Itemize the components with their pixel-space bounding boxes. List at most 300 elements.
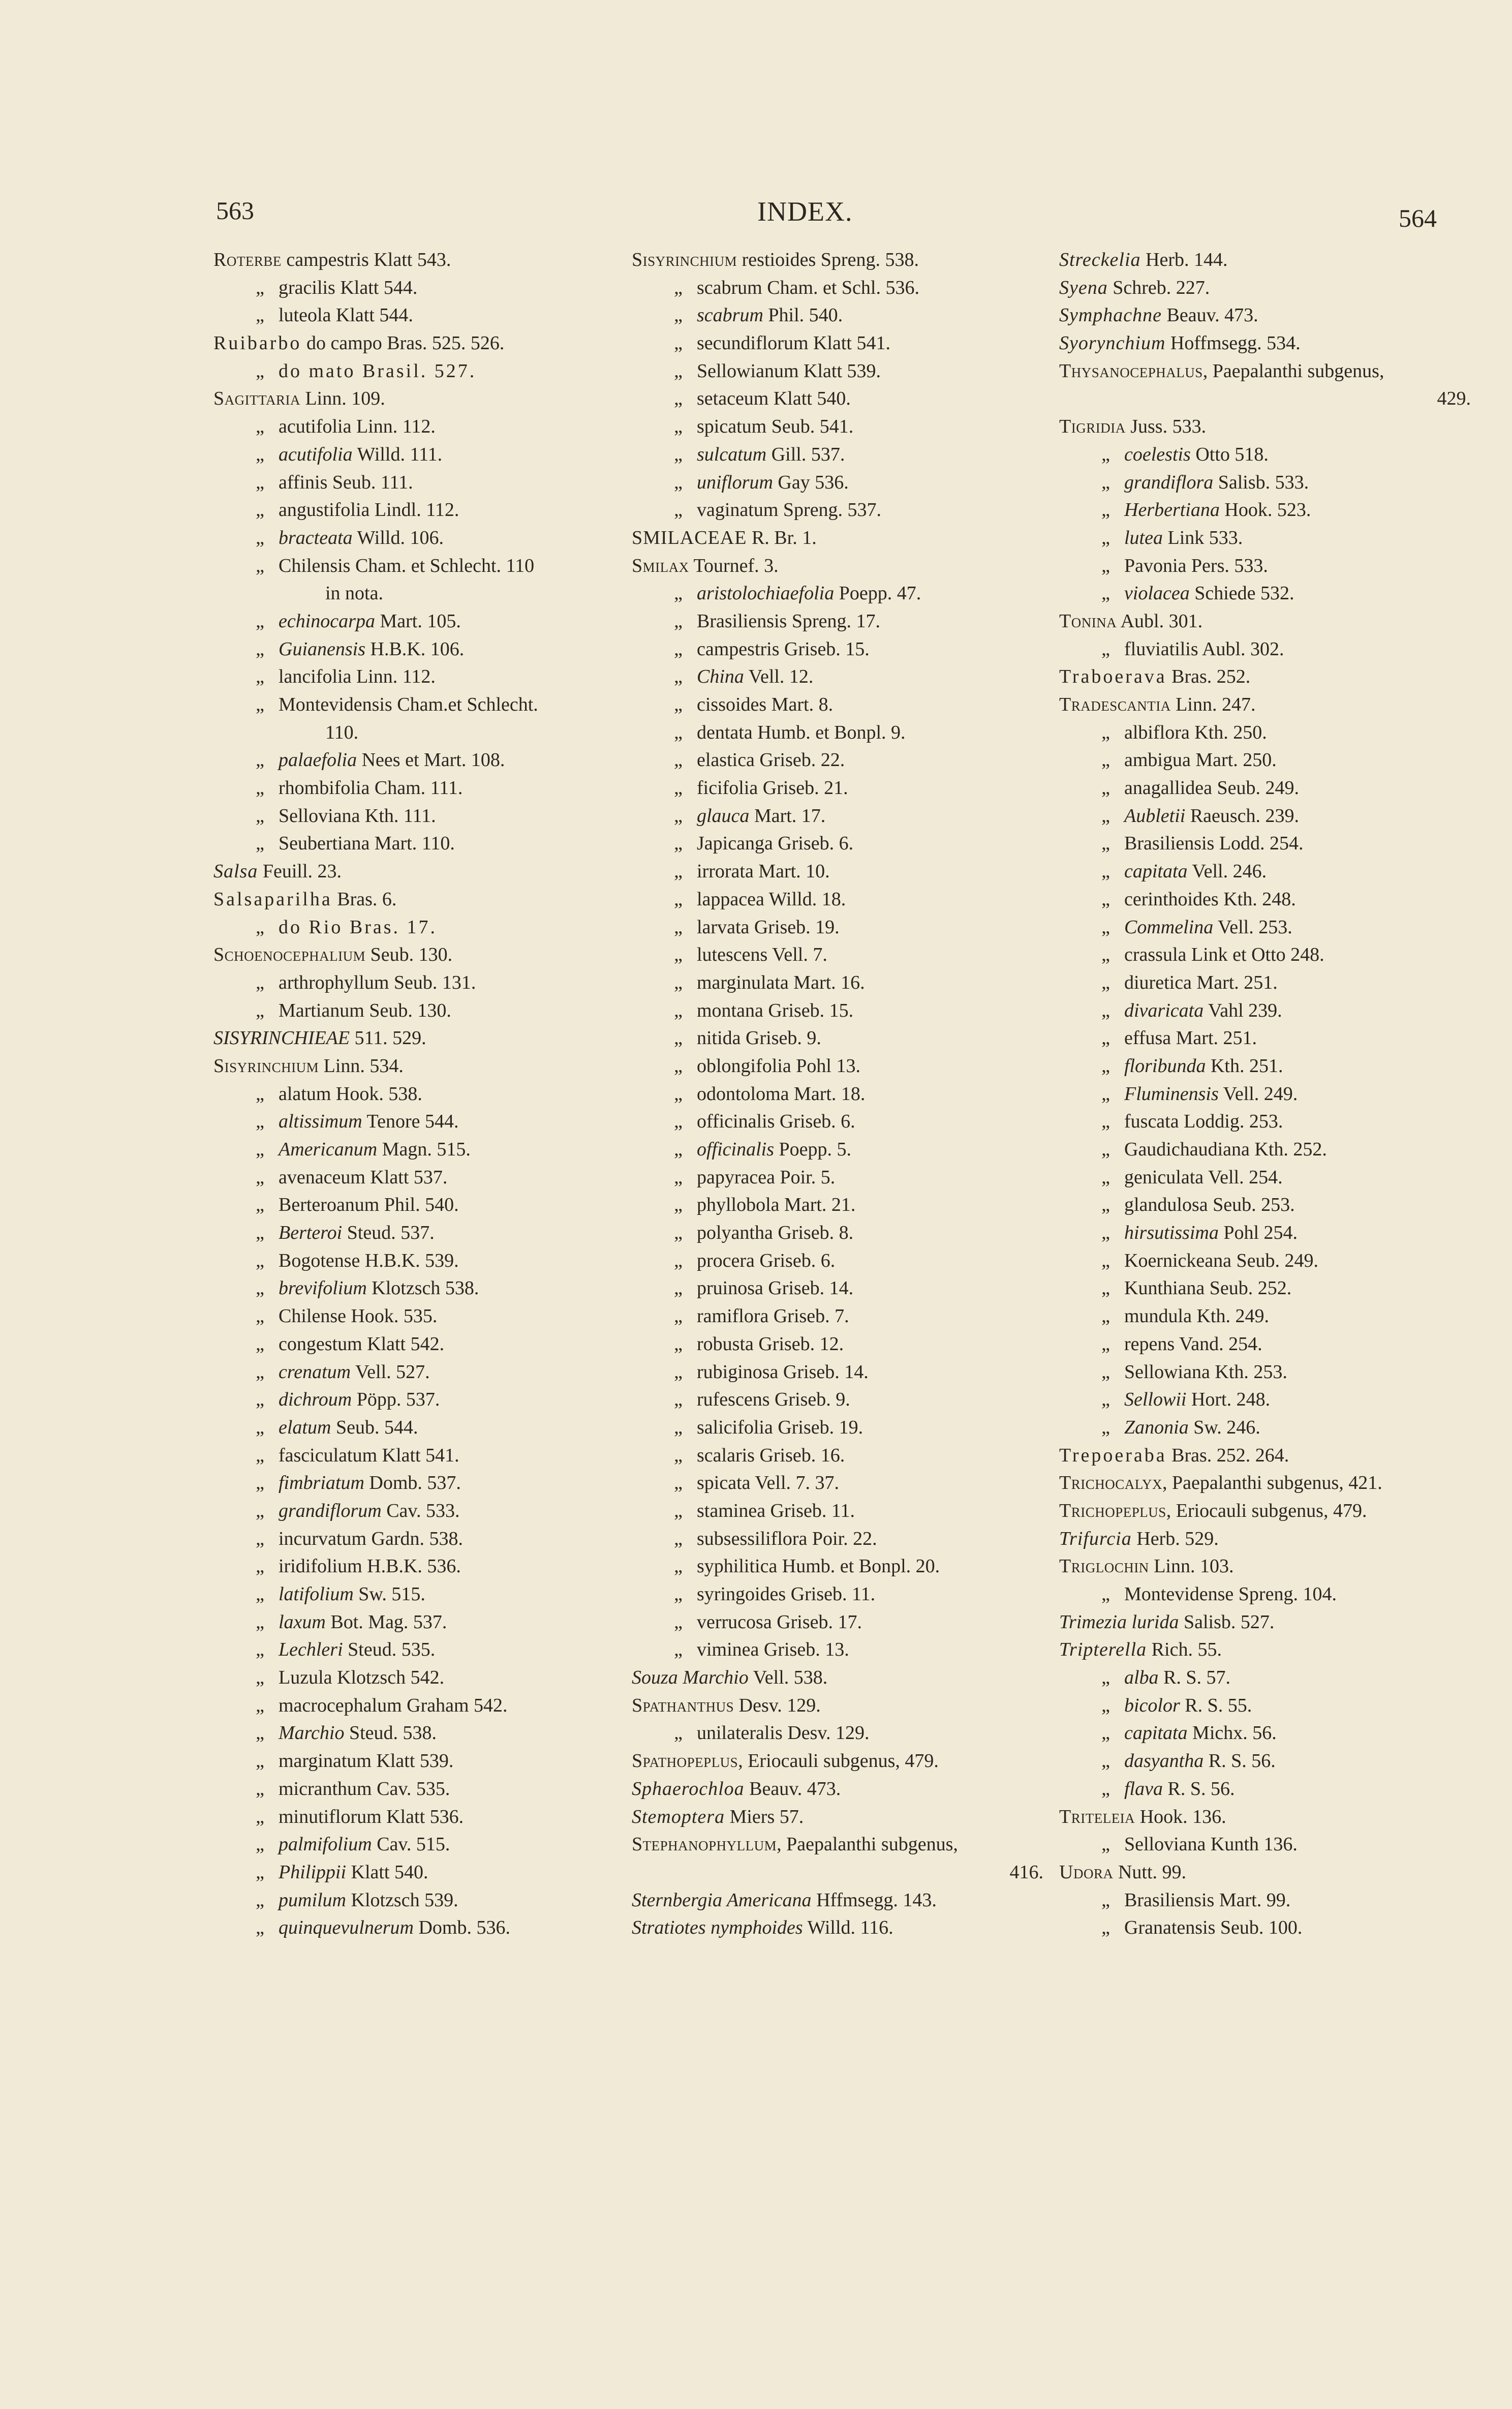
- entry-text: syphilitica Humb. et Bonpl. 20.: [697, 1556, 940, 1577]
- ditto-mark: „: [1101, 1333, 1110, 1355]
- index-entry: [632, 1692, 1054, 1720]
- entry-heading: Sagittaria: [213, 388, 300, 410]
- index-entry: [632, 246, 1054, 274]
- index-entry: [632, 1719, 1054, 1747]
- ditto-mark: „: [256, 1889, 264, 1911]
- entry-text: Chilense Hook. 535.: [279, 1305, 438, 1327]
- ditto-mark: „: [256, 1166, 264, 1188]
- entry-text: officinalis Griseb. 6.: [697, 1111, 855, 1133]
- entry-text: Chilensis Cham. et Schlecht. 110: [279, 555, 535, 576]
- ditto-mark: „: [674, 471, 683, 493]
- index-entry: [1059, 357, 1481, 385]
- entry-text: rubiginosa Griseb. 14.: [697, 1361, 869, 1383]
- entry-italic: capitata: [1124, 1722, 1188, 1744]
- ditto-mark: „: [256, 1806, 264, 1827]
- entry-heading: Spathanthus: [632, 1694, 734, 1716]
- entry-text: repens Vand. 254.: [1124, 1333, 1262, 1355]
- entry-italic: Philippii: [279, 1861, 346, 1883]
- entry-text: lappacea Willd. 18.: [697, 888, 846, 910]
- ditto-mark: „: [674, 583, 683, 604]
- ditto-mark: „: [674, 499, 683, 521]
- entry-text: Aubl. 301.: [1117, 610, 1203, 632]
- index-entry: [1059, 1386, 1481, 1414]
- ditto-mark: „: [256, 1583, 264, 1605]
- index-entry: [1059, 719, 1481, 747]
- ditto-mark: „: [256, 555, 264, 576]
- index-entry: [1059, 413, 1481, 441]
- index-entry: [632, 441, 1054, 469]
- entry-text: polyantha Griseb. 8.: [697, 1222, 854, 1244]
- index-entry: [1059, 274, 1481, 302]
- entry-italic: altissimum: [279, 1111, 362, 1133]
- entry-text: Gay 536.: [773, 471, 849, 493]
- index-entry: [213, 1330, 635, 1358]
- index-entry: [213, 1803, 635, 1831]
- entry-text: marginatum Klatt 539.: [279, 1750, 454, 1772]
- ditto-mark: „: [674, 694, 683, 715]
- ditto-mark: „: [256, 360, 264, 382]
- entry-text: cissoides Mart. 8.: [697, 694, 834, 715]
- ditto-mark: „: [1101, 1722, 1110, 1744]
- index-entry: [632, 1580, 1054, 1608]
- ditto-mark: „: [674, 749, 683, 771]
- index-entry: [1059, 1608, 1481, 1636]
- ditto-mark: „: [674, 888, 683, 910]
- entry-text: Beauv. 473.: [1162, 304, 1258, 326]
- entry-heading: Udora: [1059, 1861, 1114, 1883]
- entry-continuation: 416.: [1009, 1861, 1043, 1883]
- entry-text: procera Griseb. 6.: [697, 1249, 836, 1271]
- index-entry: [632, 719, 1054, 747]
- index-entry: [213, 1024, 635, 1052]
- index-entry: [213, 1414, 635, 1442]
- ditto-mark: „: [256, 1333, 264, 1355]
- entry-text: Herb. 144.: [1140, 249, 1228, 270]
- index-entry: [632, 1608, 1054, 1636]
- ditto-mark: „: [674, 944, 683, 966]
- index-entry: [1059, 691, 1481, 719]
- entry-heading: Roterbe: [213, 249, 282, 270]
- index-entry: [632, 607, 1054, 635]
- entry-italic: Guianensis: [279, 638, 365, 660]
- index-entry: [213, 580, 635, 607]
- entry-text: syringoides Griseb. 11.: [697, 1583, 876, 1605]
- index-entry: [213, 1469, 635, 1497]
- entry-heading: Salsaparilha: [213, 888, 332, 910]
- ditto-mark: „: [1101, 749, 1110, 771]
- entry-text: diuretica Mart. 251.: [1124, 971, 1278, 993]
- index-entry: [632, 580, 1054, 607]
- entry-text: Bras. 252. 264.: [1166, 1444, 1289, 1466]
- entry-italic: glauca: [697, 805, 750, 827]
- index-entry: [213, 246, 635, 274]
- index-entry: [1059, 1803, 1481, 1831]
- entry-text: acutifolia Linn. 112.: [279, 416, 436, 438]
- entry-text: gracilis Klatt 544.: [279, 277, 418, 298]
- entry-text: R. S. 56.: [1204, 1750, 1276, 1772]
- ditto-mark: „: [674, 1222, 683, 1244]
- entry-text: Beauv. 473.: [744, 1778, 841, 1800]
- entry-text: Montevidensis Cham.et Schlecht.: [279, 694, 538, 715]
- entry-text: Miers 57.: [725, 1806, 804, 1827]
- index-entry: [1059, 329, 1481, 357]
- ditto-mark: „: [1101, 1694, 1110, 1716]
- entry-text: Mart. 17.: [749, 805, 826, 827]
- index-entry: [213, 1080, 635, 1108]
- index-entry: [213, 1914, 635, 1942]
- ditto-mark: „: [674, 1027, 683, 1049]
- ditto-mark: „: [256, 916, 264, 938]
- entry-text: Klotzsch 538.: [366, 1277, 479, 1299]
- ditto-mark: „: [674, 1194, 683, 1216]
- entry-text: Bot. Mag. 537.: [325, 1611, 447, 1633]
- index-entry: [213, 1274, 635, 1302]
- entry-text: larvata Griseb. 19.: [697, 916, 840, 938]
- entry-text: phyllobola Mart. 21.: [697, 1194, 856, 1216]
- ditto-mark: „: [256, 1111, 264, 1133]
- entry-text: scabrum Cham. et Schl. 536.: [697, 277, 919, 298]
- entry-italic: echinocarpa: [279, 610, 375, 632]
- index-entry: [632, 1886, 1054, 1914]
- ditto-mark: „: [256, 610, 264, 632]
- ditto-mark: „: [256, 1472, 264, 1494]
- entry-text: scalaris Griseb. 16.: [697, 1444, 845, 1466]
- ditto-mark: „: [674, 443, 683, 465]
- entry-text: , Paepalanthi subgenus,: [777, 1834, 958, 1855]
- entry-heading: Tradescantia: [1059, 694, 1171, 715]
- entry-text: H.B.K. 106.: [365, 638, 465, 660]
- index-entry: [632, 830, 1054, 858]
- index-entry: [213, 913, 635, 941]
- ditto-mark: „: [674, 1500, 683, 1521]
- entry-text: fluviatilis Aubl. 302.: [1124, 638, 1284, 660]
- ditto-mark: „: [1101, 1139, 1110, 1160]
- index-entry: [1059, 496, 1481, 524]
- entry-text: Vell. 12.: [744, 666, 814, 688]
- ditto-mark: „: [256, 777, 264, 799]
- entry-text: Bras. 252.: [1166, 666, 1251, 688]
- entry-italic: quinquevulnerum: [279, 1917, 414, 1939]
- entry-italic: latifolium: [279, 1583, 354, 1605]
- entry-heading: Symphachne: [1059, 304, 1162, 326]
- entry-text: Otto 518.: [1190, 443, 1269, 465]
- index-entry: [632, 1274, 1054, 1302]
- entry-text: dentata Humb. et Bonpl. 9.: [697, 721, 906, 743]
- entry-text: lutescens Vell. 7.: [697, 944, 827, 966]
- ditto-mark: „: [674, 610, 683, 632]
- ditto-mark: „: [674, 971, 683, 993]
- ditto-mark: „: [674, 1611, 683, 1633]
- entry-heading: Traboerava: [1059, 666, 1167, 688]
- ditto-mark: „: [256, 971, 264, 993]
- index-entry: [213, 858, 635, 886]
- index-entry: [1059, 635, 1481, 663]
- index-entry: [632, 691, 1054, 719]
- entry-text: Bogotense H.B.K. 539.: [279, 1249, 459, 1271]
- entry-text: Steud. 538.: [344, 1722, 437, 1744]
- index-entry: [1059, 969, 1481, 997]
- index-entry: [632, 941, 1054, 969]
- entry-text: R. S. 57.: [1158, 1667, 1231, 1689]
- entry-italic: Berteroi: [279, 1222, 343, 1244]
- entry-text: avenaceum Klatt 537.: [279, 1166, 448, 1188]
- entry-text: Vell. 249.: [1218, 1083, 1298, 1105]
- entry-text: , Eriocauli subgenus, 479.: [738, 1750, 939, 1772]
- index-entry: [1059, 1414, 1481, 1442]
- entry-text: Vahl 239.: [1204, 999, 1282, 1021]
- ditto-mark: „: [256, 443, 264, 465]
- ditto-mark: „: [1101, 861, 1110, 882]
- entry-italic: officinalis: [697, 1139, 774, 1160]
- entry-text: crassula Link et Otto 248.: [1124, 944, 1324, 966]
- entry-italic: floribunda: [1124, 1055, 1206, 1077]
- entry-text: albiflora Kth. 250.: [1124, 721, 1267, 743]
- entry-text: arthrophyllum Seub. 131.: [279, 971, 476, 993]
- entry-text: iridifolium H.B.K. 536.: [279, 1556, 461, 1577]
- entry-italic: grandiflora: [1124, 471, 1214, 493]
- entry-text: alatum Hook. 538.: [279, 1083, 422, 1105]
- ditto-mark: „: [1101, 1166, 1110, 1188]
- index-entry: [632, 774, 1054, 802]
- index-entry: [1059, 1692, 1481, 1720]
- entry-text: marginulata Mart. 16.: [697, 971, 865, 993]
- index-entry: [213, 301, 635, 329]
- index-entry: [213, 607, 635, 635]
- index-entry: [213, 1219, 635, 1247]
- entry-heading: Sphaerochloa: [632, 1778, 745, 1800]
- index-entry: [213, 719, 635, 747]
- entry-text: Schiede 532.: [1189, 583, 1294, 604]
- entry-italic: fimbriatum: [279, 1472, 364, 1494]
- entry-text: R. Br. 1.: [747, 527, 817, 548]
- entry-italic: bicolor: [1124, 1694, 1180, 1716]
- index-entry: [632, 802, 1054, 830]
- ditto-mark: „: [1101, 555, 1110, 576]
- entry-text: Selloviana Kunth 136.: [1124, 1834, 1298, 1855]
- index-entry: [1059, 1442, 1481, 1470]
- entry-heading: Schoenocephalium: [213, 944, 366, 966]
- index-entry: [1059, 524, 1481, 552]
- index-entry: [632, 913, 1054, 941]
- entry-text: Desv. 129.: [734, 1694, 821, 1716]
- index-entry: [632, 1858, 1054, 1886]
- entry-text: do Rio Bras. 17.: [279, 916, 438, 938]
- index-entry: [1059, 1302, 1481, 1330]
- ditto-mark: „: [674, 1083, 683, 1105]
- entry-heading: Syorynchium: [1059, 332, 1166, 354]
- index-entry: [1059, 607, 1481, 635]
- index-entry: [632, 1803, 1054, 1831]
- entry-text: micranthum Cav. 535.: [279, 1778, 450, 1800]
- index-entry: [213, 441, 635, 469]
- index-entry: [632, 663, 1054, 691]
- ditto-mark: „: [674, 1639, 683, 1661]
- entry-text: robusta Griseb. 12.: [697, 1333, 844, 1355]
- index-entry: [213, 830, 635, 858]
- ditto-mark: „: [1101, 1194, 1110, 1216]
- index-entry: [632, 1442, 1054, 1470]
- index-entry: [632, 1330, 1054, 1358]
- index-entry: [213, 1858, 635, 1886]
- index-entry: [1059, 1247, 1481, 1275]
- entry-text: Pohl 254.: [1218, 1222, 1298, 1244]
- ditto-mark: „: [256, 999, 264, 1021]
- entry-text: Seubertiana Mart. 110.: [279, 833, 455, 855]
- entry-text: restioides Spreng. 538.: [737, 249, 919, 270]
- index-entry: [213, 969, 635, 997]
- ditto-mark: „: [256, 1361, 264, 1383]
- entry-heading: Triteleia: [1059, 1806, 1135, 1827]
- entry-text: oblongifolia Pohl 13.: [697, 1055, 860, 1077]
- index-entry: [632, 635, 1054, 663]
- entry-text: minutiflorum Klatt 536.: [279, 1806, 464, 1827]
- entry-italic: lutea: [1124, 527, 1163, 548]
- ditto-mark: „: [256, 805, 264, 827]
- entry-continuation: 110.: [325, 721, 359, 743]
- index-entry: [1059, 1831, 1481, 1858]
- index-entry: [632, 1552, 1054, 1580]
- entry-heading: Tigridia: [1059, 416, 1126, 438]
- ditto-mark: „: [674, 1444, 683, 1466]
- entry-text: Steud. 537.: [342, 1222, 435, 1244]
- entry-italic: grandiflorum: [279, 1500, 382, 1521]
- ditto-mark: „: [256, 1667, 264, 1689]
- index-entry: [632, 1386, 1054, 1414]
- entry-text: Willd. 111.: [352, 443, 443, 465]
- index-entry: [1059, 469, 1481, 497]
- index-entry: [213, 886, 635, 913]
- ditto-mark: „: [256, 1861, 264, 1883]
- entry-text: do mato Brasil. 527.: [279, 360, 477, 382]
- index-entry: [213, 802, 635, 830]
- index-entry: [1059, 858, 1481, 886]
- index-entry: [213, 1886, 635, 1914]
- index-entry: [1059, 997, 1481, 1025]
- entry-text: Granatensis Seub. 100.: [1124, 1917, 1303, 1939]
- ditto-mark: „: [1101, 1750, 1110, 1772]
- ditto-mark: „: [674, 416, 683, 438]
- entry-text: Bras. 6.: [332, 888, 397, 910]
- entry-text: , Paepalanthi subgenus,: [1202, 360, 1384, 382]
- entry-text: Juss. 533.: [1125, 416, 1207, 438]
- ditto-mark: „: [1101, 916, 1110, 938]
- ditto-mark: „: [1101, 1361, 1110, 1383]
- ditto-mark: „: [674, 304, 683, 326]
- ditto-mark: „: [674, 666, 683, 688]
- ditto-mark: „: [256, 1139, 264, 1160]
- entry-heading: Stephanophyllum: [632, 1834, 777, 1855]
- entry-text: Michx. 56.: [1187, 1722, 1277, 1744]
- index-entry: [1059, 1024, 1481, 1052]
- index-entry: [632, 1747, 1054, 1775]
- ditto-mark: „: [1101, 638, 1110, 660]
- index-entry: [213, 329, 635, 357]
- ditto-mark: „: [1101, 1583, 1110, 1605]
- index-entry: [632, 274, 1054, 302]
- entry-italic: Americanum: [279, 1139, 378, 1160]
- index-entry: [632, 1525, 1054, 1553]
- entry-heading: Salsa: [213, 861, 258, 882]
- entry-text: incurvatum Gardn. 538.: [279, 1528, 464, 1549]
- entry-text: Tenore 544.: [362, 1111, 459, 1133]
- index-entry: [632, 1914, 1054, 1942]
- entry-text: Hort. 248.: [1186, 1389, 1271, 1411]
- entry-italic: capitata: [1124, 861, 1188, 882]
- ditto-mark: „: [1101, 527, 1110, 548]
- entry-text: Kth. 251.: [1206, 1055, 1283, 1077]
- entry-heading: Spathopeplus: [632, 1750, 738, 1772]
- entry-text: Vell. 538.: [748, 1667, 828, 1689]
- index-column-3: [1059, 246, 1481, 1942]
- ditto-mark: „: [1101, 888, 1110, 910]
- entry-text: irrorata Mart. 10.: [697, 861, 830, 882]
- entry-italic: flava: [1124, 1778, 1163, 1800]
- entry-text: Klotzsch 539.: [346, 1889, 458, 1911]
- ditto-mark: „: [674, 1333, 683, 1355]
- entry-text: Linn. 109.: [300, 388, 385, 410]
- entry-heading: Sisyrinchium: [632, 249, 737, 270]
- entry-heading: Stratiotes nymphoides: [632, 1917, 803, 1939]
- index-entry: [1059, 941, 1481, 969]
- index-entry: [632, 1108, 1054, 1136]
- entry-text: Rich. 55.: [1147, 1639, 1222, 1661]
- entry-text: pruinosa Griseb. 14.: [697, 1277, 854, 1299]
- entry-text: Gill. 537.: [766, 443, 845, 465]
- index-entry: [1059, 1274, 1481, 1302]
- entry-text: congestum Klatt 542.: [279, 1333, 445, 1355]
- index-entry: [1059, 802, 1481, 830]
- index-entry: [213, 1136, 635, 1164]
- entry-heading: Trifurcia: [1059, 1528, 1132, 1549]
- index-entry: [1059, 552, 1481, 580]
- entry-italic: brevifolium: [279, 1277, 367, 1299]
- index-entry: [213, 1358, 635, 1386]
- entry-italic: uniflorum: [697, 471, 773, 493]
- index-entry: [213, 1831, 635, 1858]
- ditto-mark: „: [674, 1472, 683, 1494]
- entry-text: Salisb. 527.: [1179, 1611, 1275, 1633]
- entry-text: Domb. 536.: [413, 1917, 510, 1939]
- entry-text: effusa Mart. 251.: [1124, 1027, 1257, 1049]
- ditto-mark: „: [256, 694, 264, 715]
- ditto-mark: „: [674, 1249, 683, 1271]
- entry-text: Salisb. 533.: [1213, 471, 1309, 493]
- entry-text: Feuill. 23.: [258, 861, 342, 882]
- index-entry: [632, 886, 1054, 913]
- entry-italic: divaricata: [1124, 999, 1204, 1021]
- index-entry: [213, 1525, 635, 1553]
- index-entry: [632, 357, 1054, 385]
- entry-text: Phil. 540.: [763, 304, 843, 326]
- index-entry: [1059, 1747, 1481, 1775]
- index-column-1: [213, 246, 635, 1942]
- entry-text: Schreb. 227.: [1107, 277, 1210, 298]
- index-entry: [1059, 1080, 1481, 1108]
- entry-text: fuscata Loddig. 253.: [1124, 1111, 1283, 1133]
- index-entry: [1059, 1664, 1481, 1692]
- entry-italic: Aubletii: [1124, 805, 1186, 827]
- entry-text: Kunthiana Seub. 252.: [1124, 1277, 1292, 1299]
- entry-heading: Trichocalyx: [1059, 1472, 1163, 1494]
- ditto-mark: „: [256, 1639, 264, 1661]
- index-entry: [632, 329, 1054, 357]
- entry-heading: Souza Marchio: [632, 1667, 749, 1689]
- entry-continuation: in nota.: [325, 583, 383, 604]
- entry-heading: Trepoeraba: [1059, 1444, 1167, 1466]
- entry-italic: acutifolia: [279, 443, 353, 465]
- index-entry: [213, 1719, 635, 1747]
- ditto-mark: „: [674, 861, 683, 882]
